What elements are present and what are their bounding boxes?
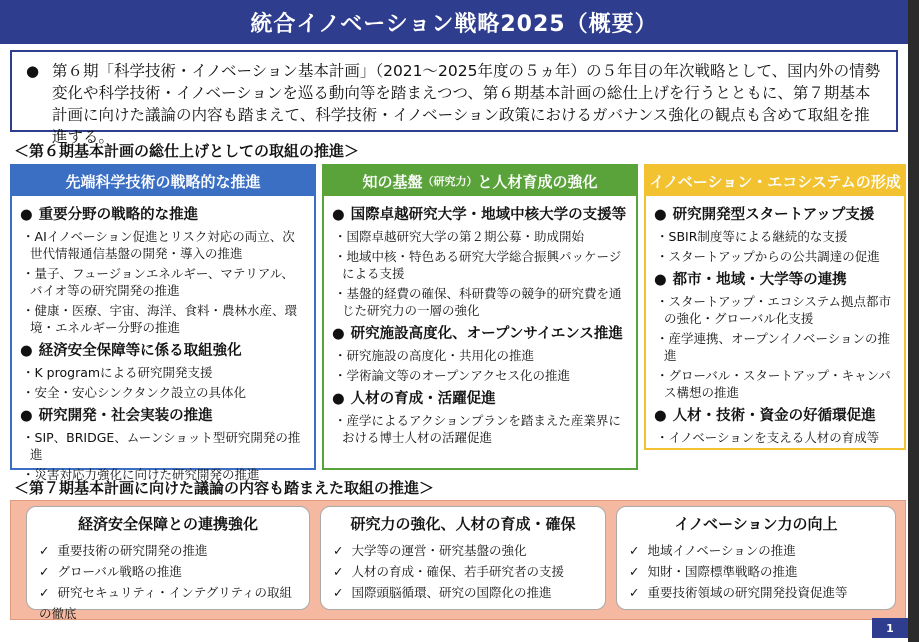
list-item: ・イノベーションを支える人材の育成等 bbox=[656, 430, 880, 445]
list-item: ・研究施設の高度化・共用化の推進 bbox=[334, 348, 535, 363]
list-item: ✓ 地域イノベーションの推進 bbox=[629, 543, 796, 558]
group-title: ● 都市・地域・大学等の連携 bbox=[654, 272, 847, 288]
list-item: ✓ 大学等の運営・研究基盤の強化 bbox=[333, 543, 527, 558]
list-item: ・AIイノベーション促進とリスク対応の両立、次世代情報通信基盤の開発・導入の推進 bbox=[22, 229, 295, 261]
bottom-box-innovation-capacity bbox=[616, 506, 896, 610]
list-item: ✓ 重要技術の研究開発の推進 bbox=[39, 543, 208, 558]
list-item: ・安全・安心シンクタンク設立の具体化 bbox=[22, 385, 246, 400]
column-innovation-ecosystem bbox=[644, 164, 906, 450]
list-item: ・産学連携、オープンイノベーションの推進 bbox=[656, 331, 891, 363]
bullet-dot-icon: ● bbox=[332, 391, 345, 407]
group-title: ● 人材・技術・資金の好循環促進 bbox=[654, 408, 876, 424]
list-item: ✓ 重要技術領域の研究開発投資促進等 bbox=[629, 585, 848, 600]
list-item: ・スタートアップからの公共調達の促進 bbox=[656, 249, 880, 264]
list-item: ・学術論文等のオープンアクセス化の推進 bbox=[334, 368, 571, 383]
list-item: ・災害対応力強化に向けた研究開発の推進 bbox=[22, 467, 260, 482]
group-title: ● 研究開発型スタートアップ支援 bbox=[654, 207, 875, 223]
list-item: ・SBIR制度等による継続的な支援 bbox=[656, 229, 848, 244]
list-item: ✓ グローバル戦略の推進 bbox=[39, 564, 182, 579]
bullet-dot-icon: ● bbox=[20, 207, 33, 223]
check-icon: ✓ bbox=[39, 543, 50, 558]
list-item: ・地域中核・特色ある研究大学総合振興パッケージによる支援 bbox=[334, 249, 622, 281]
column-header: 知の基盤 （研究力） と人材育成の強化 bbox=[324, 166, 636, 196]
window-edge bbox=[908, 0, 919, 642]
check-icon: ✓ bbox=[333, 564, 344, 579]
list-item: ・国際卓越研究大学の第２期公募・助成開始 bbox=[334, 229, 585, 244]
group-title: ● 重要分野の戦略的な推進 bbox=[20, 207, 199, 223]
bottom-box-research-capacity bbox=[320, 506, 606, 610]
check-icon: ✓ bbox=[629, 585, 640, 600]
bullet-dot-icon: ● bbox=[332, 326, 345, 342]
section-label-7th-plan: ＜第７期基本計画に向けた議論の内容も踏まえた取組の推進＞ bbox=[14, 479, 435, 497]
group-title: ● 国際卓越研究大学・地域中核大学の支援等 bbox=[332, 207, 627, 223]
list-item: ✓ 人材の育成・確保、若手研究者の支援 bbox=[333, 564, 564, 579]
list-item: ・グローバル・スタートアップ・キャンパス構想の推進 bbox=[656, 368, 891, 400]
summary-text: 第６期「科学技術・イノベーション基本計画」（2021～2025年度の５ヵ年）の５年目の年次戦略として、国内外の情勢変化や科学技術・イノベーションを巡る動向等を踏まえつつ、第６期基本計画の総仕上げを行うとともに、第７期基本計画に向けた議論の内容も踏まえて、科学技術・イノベーション政策におけるガバナンス強化の観点も含めて取組を推進する。 bbox=[52, 62, 881, 146]
group-title: ● 人材の育成・活躍促進 bbox=[332, 391, 496, 407]
bottom-box-title: 研究力の強化、人材の育成・確保 bbox=[350, 515, 576, 533]
list-item: ✓ 知財・国際標準戦略の推進 bbox=[629, 564, 798, 579]
list-item: ・SIP、BRIDGE、ムーンショット型研究開発の推進 bbox=[22, 430, 301, 462]
bottom-box-title: 経済安全保障との連携強化 bbox=[77, 515, 258, 533]
group-title: ● 研究施設高度化、オープンサイエンス推進 bbox=[332, 326, 623, 342]
group-title: ● 経済安全保障等に係る取組強化 bbox=[20, 343, 242, 359]
list-item: ✓ 研究セキュリティ・インテグリティの取組の徹底 bbox=[39, 585, 292, 621]
bottom-box-title: イノベーション力の向上 bbox=[674, 515, 838, 533]
list-item: ・健康・医療、宇宙、海洋、食料・農林水産、環境・エネルギー分野の推進 bbox=[22, 303, 298, 335]
page-number: 1 bbox=[872, 618, 908, 638]
summary-box bbox=[10, 50, 898, 146]
bullet-dot-icon: ● bbox=[654, 408, 667, 424]
list-item: ・スタートアップ・エコシステム拠点都市の強化・グローバル化支援 bbox=[656, 294, 892, 326]
bullet-dot-icon: ● bbox=[654, 207, 667, 223]
list-item: ・K programによる研究開発支援 bbox=[22, 365, 213, 380]
list-item: ✓ 国際頭脳循環、研究の国際化の推進 bbox=[333, 585, 552, 600]
list-item: ・量子、フュージョンエネルギー、マテリアル、バイオ等の研究開発の推進 bbox=[22, 266, 294, 298]
page-title: 統合イノベーション戦略2025（概要） bbox=[0, 0, 908, 44]
bullet-dot-icon: ● bbox=[20, 408, 33, 424]
bullet-dot-icon: ● bbox=[332, 207, 345, 223]
check-icon: ✓ bbox=[333, 585, 344, 600]
bullet-dot-icon: ● bbox=[654, 272, 667, 288]
check-icon: ✓ bbox=[333, 543, 344, 558]
bottom-box-economic-security bbox=[26, 506, 310, 621]
list-item: ・産学によるアクションプランを踏まえた産業界における博士人材の活躍促進 bbox=[334, 413, 621, 445]
check-icon: ✓ bbox=[629, 564, 640, 579]
section-label-6th-plan: ＜第６期基本計画の総仕上げとしての取組の推進＞ bbox=[14, 142, 360, 160]
check-icon: ✓ bbox=[39, 564, 50, 579]
column-advanced-science bbox=[10, 164, 316, 482]
list-item: ・基盤的経費の確保、科研費等の競争的研究費を通じた研究力の一層の強化 bbox=[334, 286, 622, 318]
check-icon: ✓ bbox=[629, 543, 640, 558]
column-header: イノベーション・エコシステムの形成 bbox=[646, 166, 904, 196]
group-title: ● 研究開発・社会実装の推進 bbox=[20, 408, 213, 424]
summary-bullet-icon: ● bbox=[26, 62, 40, 80]
column-header: 先端科学技術の戦略的な推進 bbox=[12, 166, 314, 196]
check-icon: ✓ bbox=[39, 585, 50, 600]
bullet-dot-icon: ● bbox=[20, 343, 33, 359]
column-knowledge-base bbox=[322, 164, 638, 470]
